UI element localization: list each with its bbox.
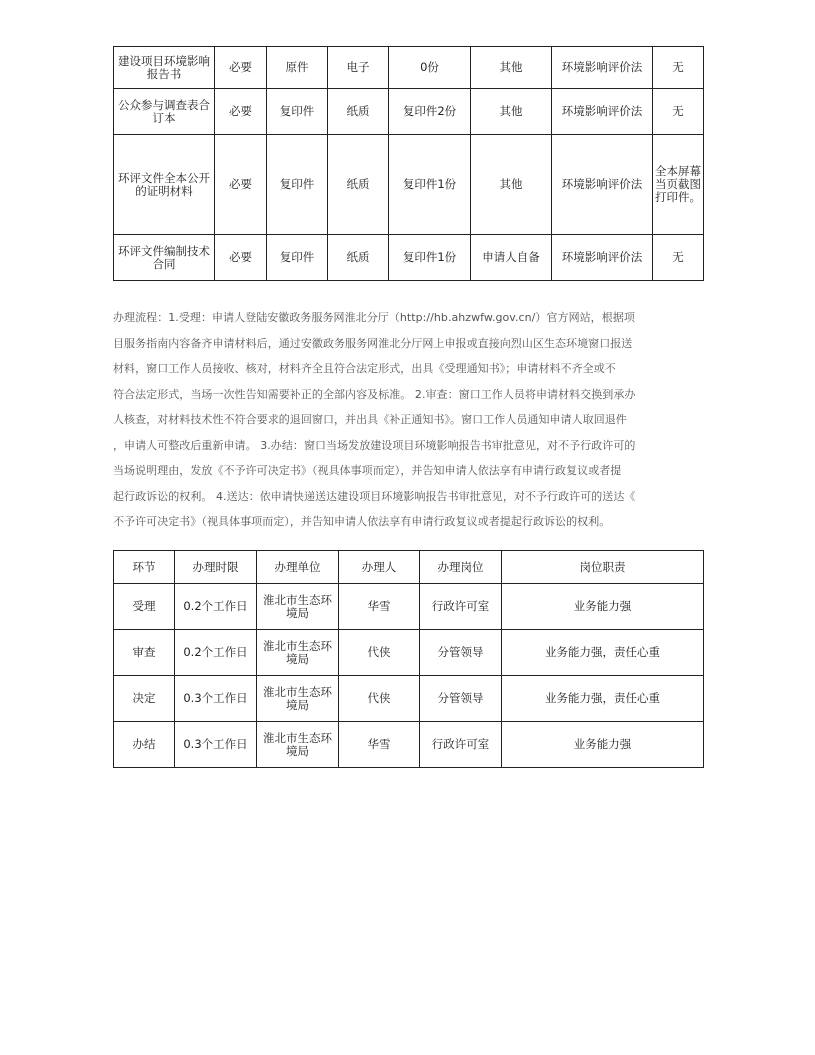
table-header-row — [114, 551, 704, 584]
material-basis: 环境影响评价法 — [552, 89, 653, 135]
step-handler: 华雪 — [339, 722, 420, 768]
material-note: 全本屏幕当页截图打印件。 — [653, 135, 704, 235]
step-time-limit: 0.2个工作日 — [175, 630, 257, 676]
material-form: 纸质 — [328, 89, 389, 135]
material-basis: 环境影响评价法 — [552, 235, 653, 281]
header-time-limit: 办理时限 — [175, 551, 257, 584]
step-handler: 代侠 — [339, 630, 420, 676]
header-duty: 岗位职责 — [502, 551, 704, 584]
material-form: 电子 — [328, 47, 389, 89]
step-time-limit: 0.3个工作日 — [175, 676, 257, 722]
step-handler: 代侠 — [339, 676, 420, 722]
table-row — [114, 235, 704, 281]
process-line: 不予许可决定书》（视具体事项而定），并告知申请人依法享有申请行政复议或者提起行政诉讼的权利。 — [113, 515, 611, 528]
material-quantity: 0份 — [389, 47, 471, 89]
table-row — [114, 135, 704, 235]
step-name: 审查 — [114, 630, 175, 676]
material-name: 建设项目环境影响报告书 — [114, 47, 215, 89]
step-post: 行政许可室 — [420, 722, 502, 768]
material-requirement: 必要 — [215, 47, 267, 89]
material-source: 其他 — [471, 47, 552, 89]
step-name: 决定 — [114, 676, 175, 722]
process-line: 办理流程：1.受理：申请人登陆安徽政务服务网淮北分厅（http://hb.ahzwfw.gov.cn/）官方网站，根据项 — [113, 311, 635, 324]
material-basis: 环境影响评价法 — [552, 135, 653, 235]
material-requirement: 必要 — [215, 89, 267, 135]
process-description — [113, 305, 705, 535]
process-line: 目服务指南内容备齐申请材料后，通过安徽政务服务网淮北分厅网上申报或直接向烈山区生态环境窗口报送 — [113, 336, 633, 350]
step-unit: 淮北市生态环境局 — [257, 584, 339, 630]
step-post: 行政许可室 — [420, 584, 502, 630]
material-form: 纸质 — [328, 135, 389, 235]
material-note: 无 — [653, 235, 704, 281]
material-requirement: 必要 — [215, 135, 267, 235]
step-time-limit: 0.3个工作日 — [175, 722, 257, 768]
process-line: ，申请人可整改后重新申请。 3.办结：窗口当场发放建设项目环境影响报告书审批意见，对不予行政许可的 — [113, 438, 636, 452]
material-name: 公众参与调查表合订本 — [114, 89, 215, 135]
material-form: 纸质 — [328, 235, 389, 281]
material-type: 复印件 — [267, 235, 328, 281]
header-unit: 办理单位 — [257, 551, 339, 584]
step-post: 分管领导 — [420, 676, 502, 722]
material-requirement: 必要 — [215, 235, 267, 281]
process-line: 起行政诉讼的权利。 4.送达：依申请快递送达建设项目环境影响报告书审批意见，对不予行政许可的送达《 — [113, 489, 636, 503]
table-row — [114, 676, 704, 722]
step-time-limit: 0.2个工作日 — [175, 584, 257, 630]
material-type: 原件 — [267, 47, 328, 89]
process-line: 符合法定形式，当场一次性告知需要补正的全部内容及标准。 2.审查：窗口工作人员将申请材料交换到承办 — [113, 387, 636, 401]
material-type: 复印件 — [267, 135, 328, 235]
process-line: 当场说明理由，发放《不予许可决定书》（视具体事项而定），并告知申请人依法享有申请行政复议或者提 — [113, 464, 622, 477]
step-unit: 淮北市生态环境局 — [257, 722, 339, 768]
step-unit: 淮北市生态环境局 — [257, 630, 339, 676]
step-duty: 业务能力强 — [502, 722, 704, 768]
step-post: 分管领导 — [420, 630, 502, 676]
table-row — [114, 89, 704, 135]
material-note: 无 — [653, 89, 704, 135]
material-name: 环评文件全本公开的证明材料 — [114, 135, 215, 235]
material-note: 无 — [653, 47, 704, 89]
header-step: 环节 — [114, 551, 175, 584]
material-quantity: 复印件1份 — [389, 235, 471, 281]
step-name: 受理 — [114, 584, 175, 630]
step-unit: 淮北市生态环境局 — [257, 676, 339, 722]
material-source: 申请人自备 — [471, 235, 552, 281]
material-quantity: 复印件2份 — [389, 89, 471, 135]
material-type: 复印件 — [267, 89, 328, 135]
process-line: 材料，窗口工作人员接收、核对，材料齐全且符合法定形式，出具《受理通知书》；申请材料不齐全或不 — [113, 362, 616, 375]
materials-table — [113, 46, 704, 281]
step-name: 办结 — [114, 722, 175, 768]
table-row — [114, 722, 704, 768]
steps-table — [113, 550, 704, 768]
header-post: 办理岗位 — [420, 551, 502, 584]
material-quantity: 复印件1份 — [389, 135, 471, 235]
table-row — [114, 584, 704, 630]
material-basis: 环境影响评价法 — [552, 47, 653, 89]
table-row — [114, 47, 704, 89]
table-row — [114, 630, 704, 676]
material-name: 环评文件编制技术合同 — [114, 235, 215, 281]
header-handler: 办理人 — [339, 551, 420, 584]
step-duty: 业务能力强 — [502, 584, 704, 630]
step-handler: 华雪 — [339, 584, 420, 630]
step-duty: 业务能力强，责任心重 — [502, 676, 704, 722]
step-duty: 业务能力强，责任心重 — [502, 630, 704, 676]
material-source: 其他 — [471, 135, 552, 235]
material-source: 其他 — [471, 89, 552, 135]
process-line: 人核查，对材料技术性不符合要求的退回窗口，并出具《补正通知书》。窗口工作人员通知申请人取回退件 — [113, 413, 627, 426]
